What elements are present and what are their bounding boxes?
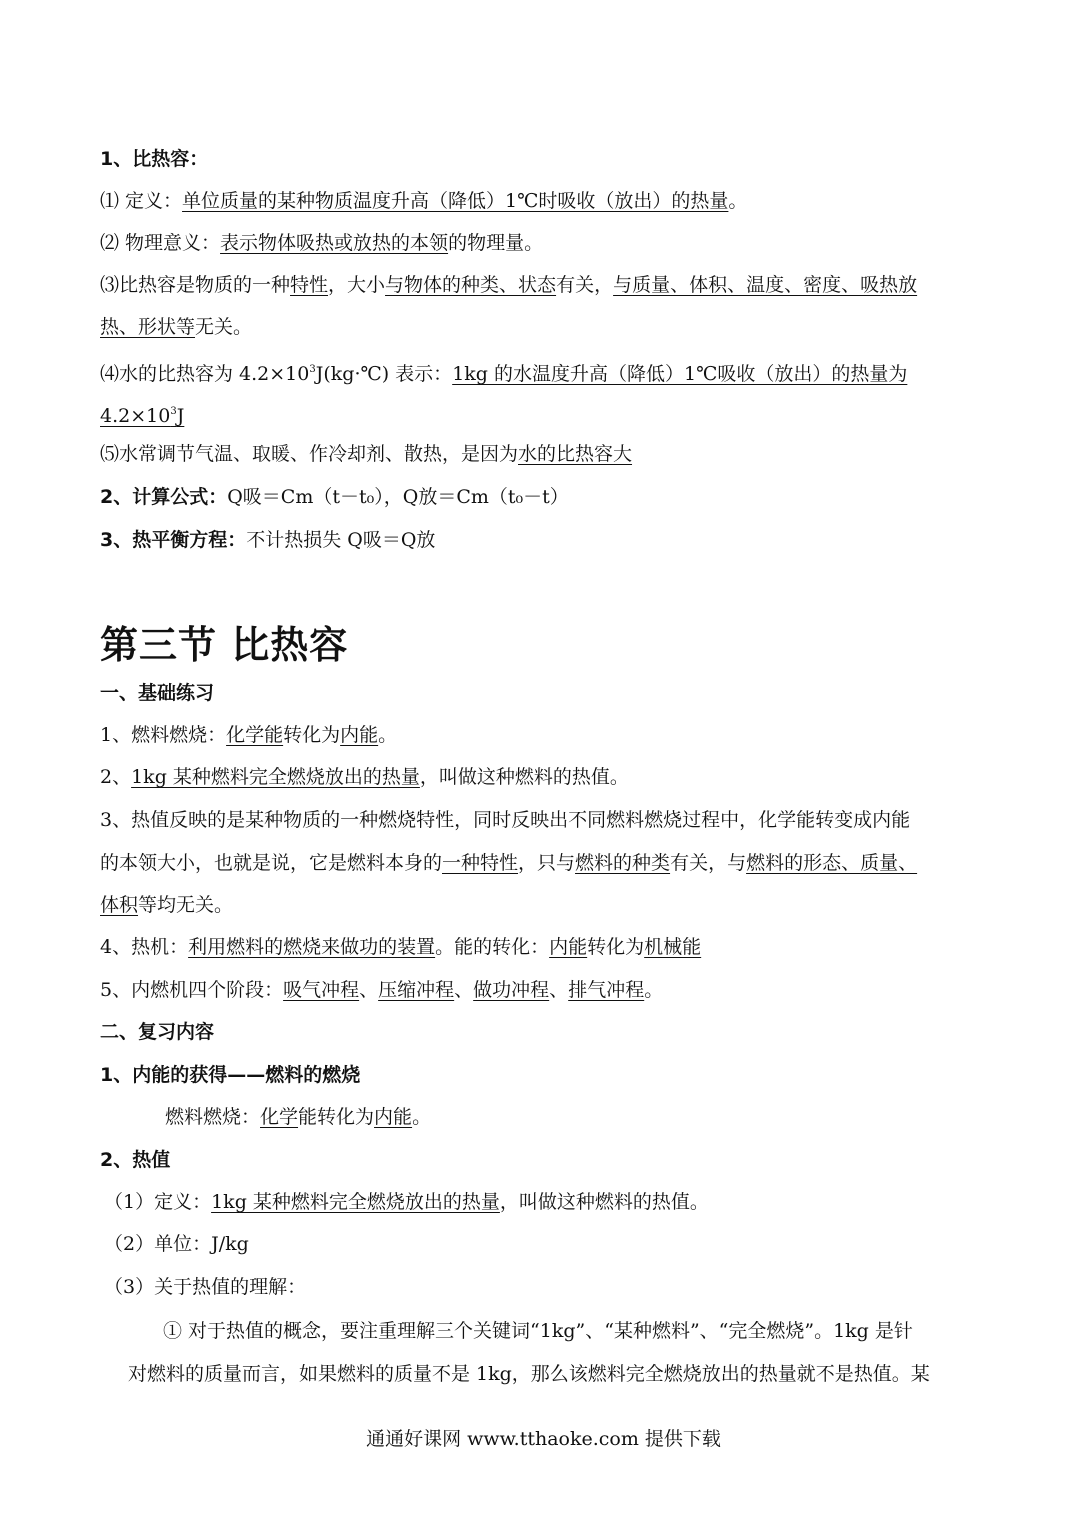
text: ⑷水的比热容为 4.2×10 xyxy=(100,363,310,385)
underlined-text: 1kg 的水温度升高（降低）1℃吸收（放出）的热量为 xyxy=(452,363,908,385)
text: 4.2×10 xyxy=(100,405,171,427)
text: ，只与 xyxy=(518,852,576,874)
text: 、 xyxy=(359,979,379,1001)
item-3-line-3 xyxy=(100,892,233,918)
underlined-text: 内能 xyxy=(374,1106,413,1128)
underlined-text: 热、形状等 xyxy=(100,316,196,338)
water-specific-heat-line-2 xyxy=(100,399,184,429)
heading-fuel-combustion: 1、内能的获得——燃料的燃烧 xyxy=(100,1064,361,1086)
heading-review: 二、复习内容 xyxy=(100,1021,215,1043)
item-5 xyxy=(100,977,663,1003)
text: 4、热机： xyxy=(100,936,189,958)
underlined-text: 燃料的形态、质量、 xyxy=(746,852,918,874)
underlined-text: 化学能 xyxy=(226,724,284,746)
item-2 xyxy=(100,764,629,790)
heat-value-unit: （2）单位：J/kg xyxy=(104,1233,249,1255)
underlined-value xyxy=(100,405,184,427)
underlined-text: 内能 xyxy=(340,724,379,746)
text: 1、燃料燃烧： xyxy=(100,724,227,746)
underlined-text: 排气冲程 xyxy=(568,979,645,1001)
text: ⑶比热容是物质的一种 xyxy=(100,274,291,296)
heading-basic-practice: 一、基础练习 xyxy=(100,682,215,704)
underlined-text: 机械能 xyxy=(644,936,702,958)
text: （1）定义： xyxy=(104,1191,212,1213)
meaning-line xyxy=(100,230,543,256)
underlined-text: 与质量、体积、温度、密度、吸热放 xyxy=(613,274,918,296)
underlined-text: 压缩冲程 xyxy=(378,979,455,1001)
text: ，叫做这种燃料的热值。 xyxy=(419,766,629,788)
text: 5、内燃机四个阶段： xyxy=(100,979,284,1001)
underlined-text: 特性 xyxy=(290,274,329,296)
water-use-line xyxy=(100,441,632,467)
balance-formula: 不计热损失 Q吸＝Q放 xyxy=(246,529,436,551)
item-3-line-2 xyxy=(100,850,917,876)
text: J xyxy=(176,405,185,427)
underlined-text: 表示物体吸热或放热的本领 xyxy=(220,232,449,254)
underlined-text: 一种特性 xyxy=(442,852,519,874)
section-title: 第三节 比热容 xyxy=(100,623,349,667)
paragraph-line-2: 对燃料的质量而言，如果燃料的质量不是 1kg，那么该燃料完全燃烧放出的热量就不是热值。某 xyxy=(128,1363,930,1385)
underlined-text: 利用燃料的燃烧来做功的装置 xyxy=(188,936,436,958)
heat-value-understanding: （3）关于热值的理解： xyxy=(104,1276,307,1298)
text: ⑸水常调节气温、取暖、作冷却剂、散热，是因为 xyxy=(100,443,519,465)
text: 。能的转化： xyxy=(435,936,550,958)
text: 。 xyxy=(728,190,748,212)
underlined-text: 内能 xyxy=(549,936,588,958)
underlined-text: 水的比热容大 xyxy=(518,443,633,465)
footer: 通通好课网 www.tthaoke.com 提供下载 xyxy=(366,1428,721,1450)
superscript: 3 xyxy=(309,364,316,375)
water-specific-heat-line xyxy=(100,357,907,387)
superscript: 3 xyxy=(170,406,177,417)
heat-value-definition xyxy=(104,1189,709,1215)
text: ，大小 xyxy=(328,274,386,296)
text: 燃料燃烧： xyxy=(165,1106,261,1128)
formula-line xyxy=(100,484,569,510)
paragraph-line-1: ① 对于热值的概念，要注重理解三个关键词“1kg”、“某种燃料”、“完全燃烧”。1kg 是针 xyxy=(163,1320,913,1342)
text: 转化为 xyxy=(587,936,645,958)
heading-specific-heat: 1、比热容： xyxy=(100,148,209,170)
underlined-text: 体积 xyxy=(100,894,139,916)
item-4 xyxy=(100,934,701,960)
underlined-text: 吸气冲程 xyxy=(283,979,360,1001)
heat-balance-line xyxy=(100,527,435,553)
underlined-text: 与物体的种类、状态 xyxy=(385,274,557,296)
text: 、 xyxy=(549,979,569,1001)
underlined-text: 燃料的种类 xyxy=(575,852,671,874)
property-line xyxy=(100,272,917,298)
underlined-text: 化学 xyxy=(260,1106,299,1128)
formula: Q吸＝Cm（t－t₀），Q放＝Cm（t₀－t） xyxy=(227,486,569,508)
item-3-line-1: 3、热值反映的是某种物质的一种燃烧特性，同时反映出不同燃料燃烧过程中，化学能转变成内能 xyxy=(100,809,911,831)
text: 有关，与 xyxy=(670,852,747,874)
text: 能转化为 xyxy=(298,1106,375,1128)
text: 。 xyxy=(412,1106,432,1128)
balance-label: 3、热平衡方程： xyxy=(100,529,247,551)
text: J(kg·℃) 表示： xyxy=(315,363,453,385)
underlined-text: 单位质量的某种物质温度升高（降低）1℃时吸收（放出）的热量 xyxy=(182,190,729,212)
text: 。 xyxy=(644,979,664,1001)
formula-label: 2、计算公式： xyxy=(100,486,228,508)
text: ⑵ 物理意义： xyxy=(100,232,221,254)
text: 等均无关。 xyxy=(138,894,234,916)
text: 、 xyxy=(454,979,474,1001)
underlined-text: 1kg 某种燃料完全燃烧放出的热量 xyxy=(131,766,420,788)
text: ，叫做这种燃料的热值。 xyxy=(499,1191,709,1213)
definition-line xyxy=(100,188,747,214)
text: 的本领大小，也就是说，它是燃料本身的 xyxy=(100,852,443,874)
item-1 xyxy=(100,722,397,748)
heading-heat-value: 2、热值 xyxy=(100,1149,171,1171)
underlined-text: 做功冲程 xyxy=(473,979,550,1001)
fuel-combustion-line xyxy=(165,1104,431,1130)
text: 转化为 xyxy=(283,724,341,746)
text: 有关， xyxy=(556,274,614,296)
text: ⑴ 定义： xyxy=(100,190,183,212)
text: 的物理量。 xyxy=(448,232,544,254)
text: 2、 xyxy=(100,766,132,788)
property-line-2 xyxy=(100,314,252,340)
text: 。 xyxy=(378,724,398,746)
underlined-text: 1kg 某种燃料完全燃烧放出的热量 xyxy=(211,1191,500,1213)
text: 无关。 xyxy=(195,316,253,338)
